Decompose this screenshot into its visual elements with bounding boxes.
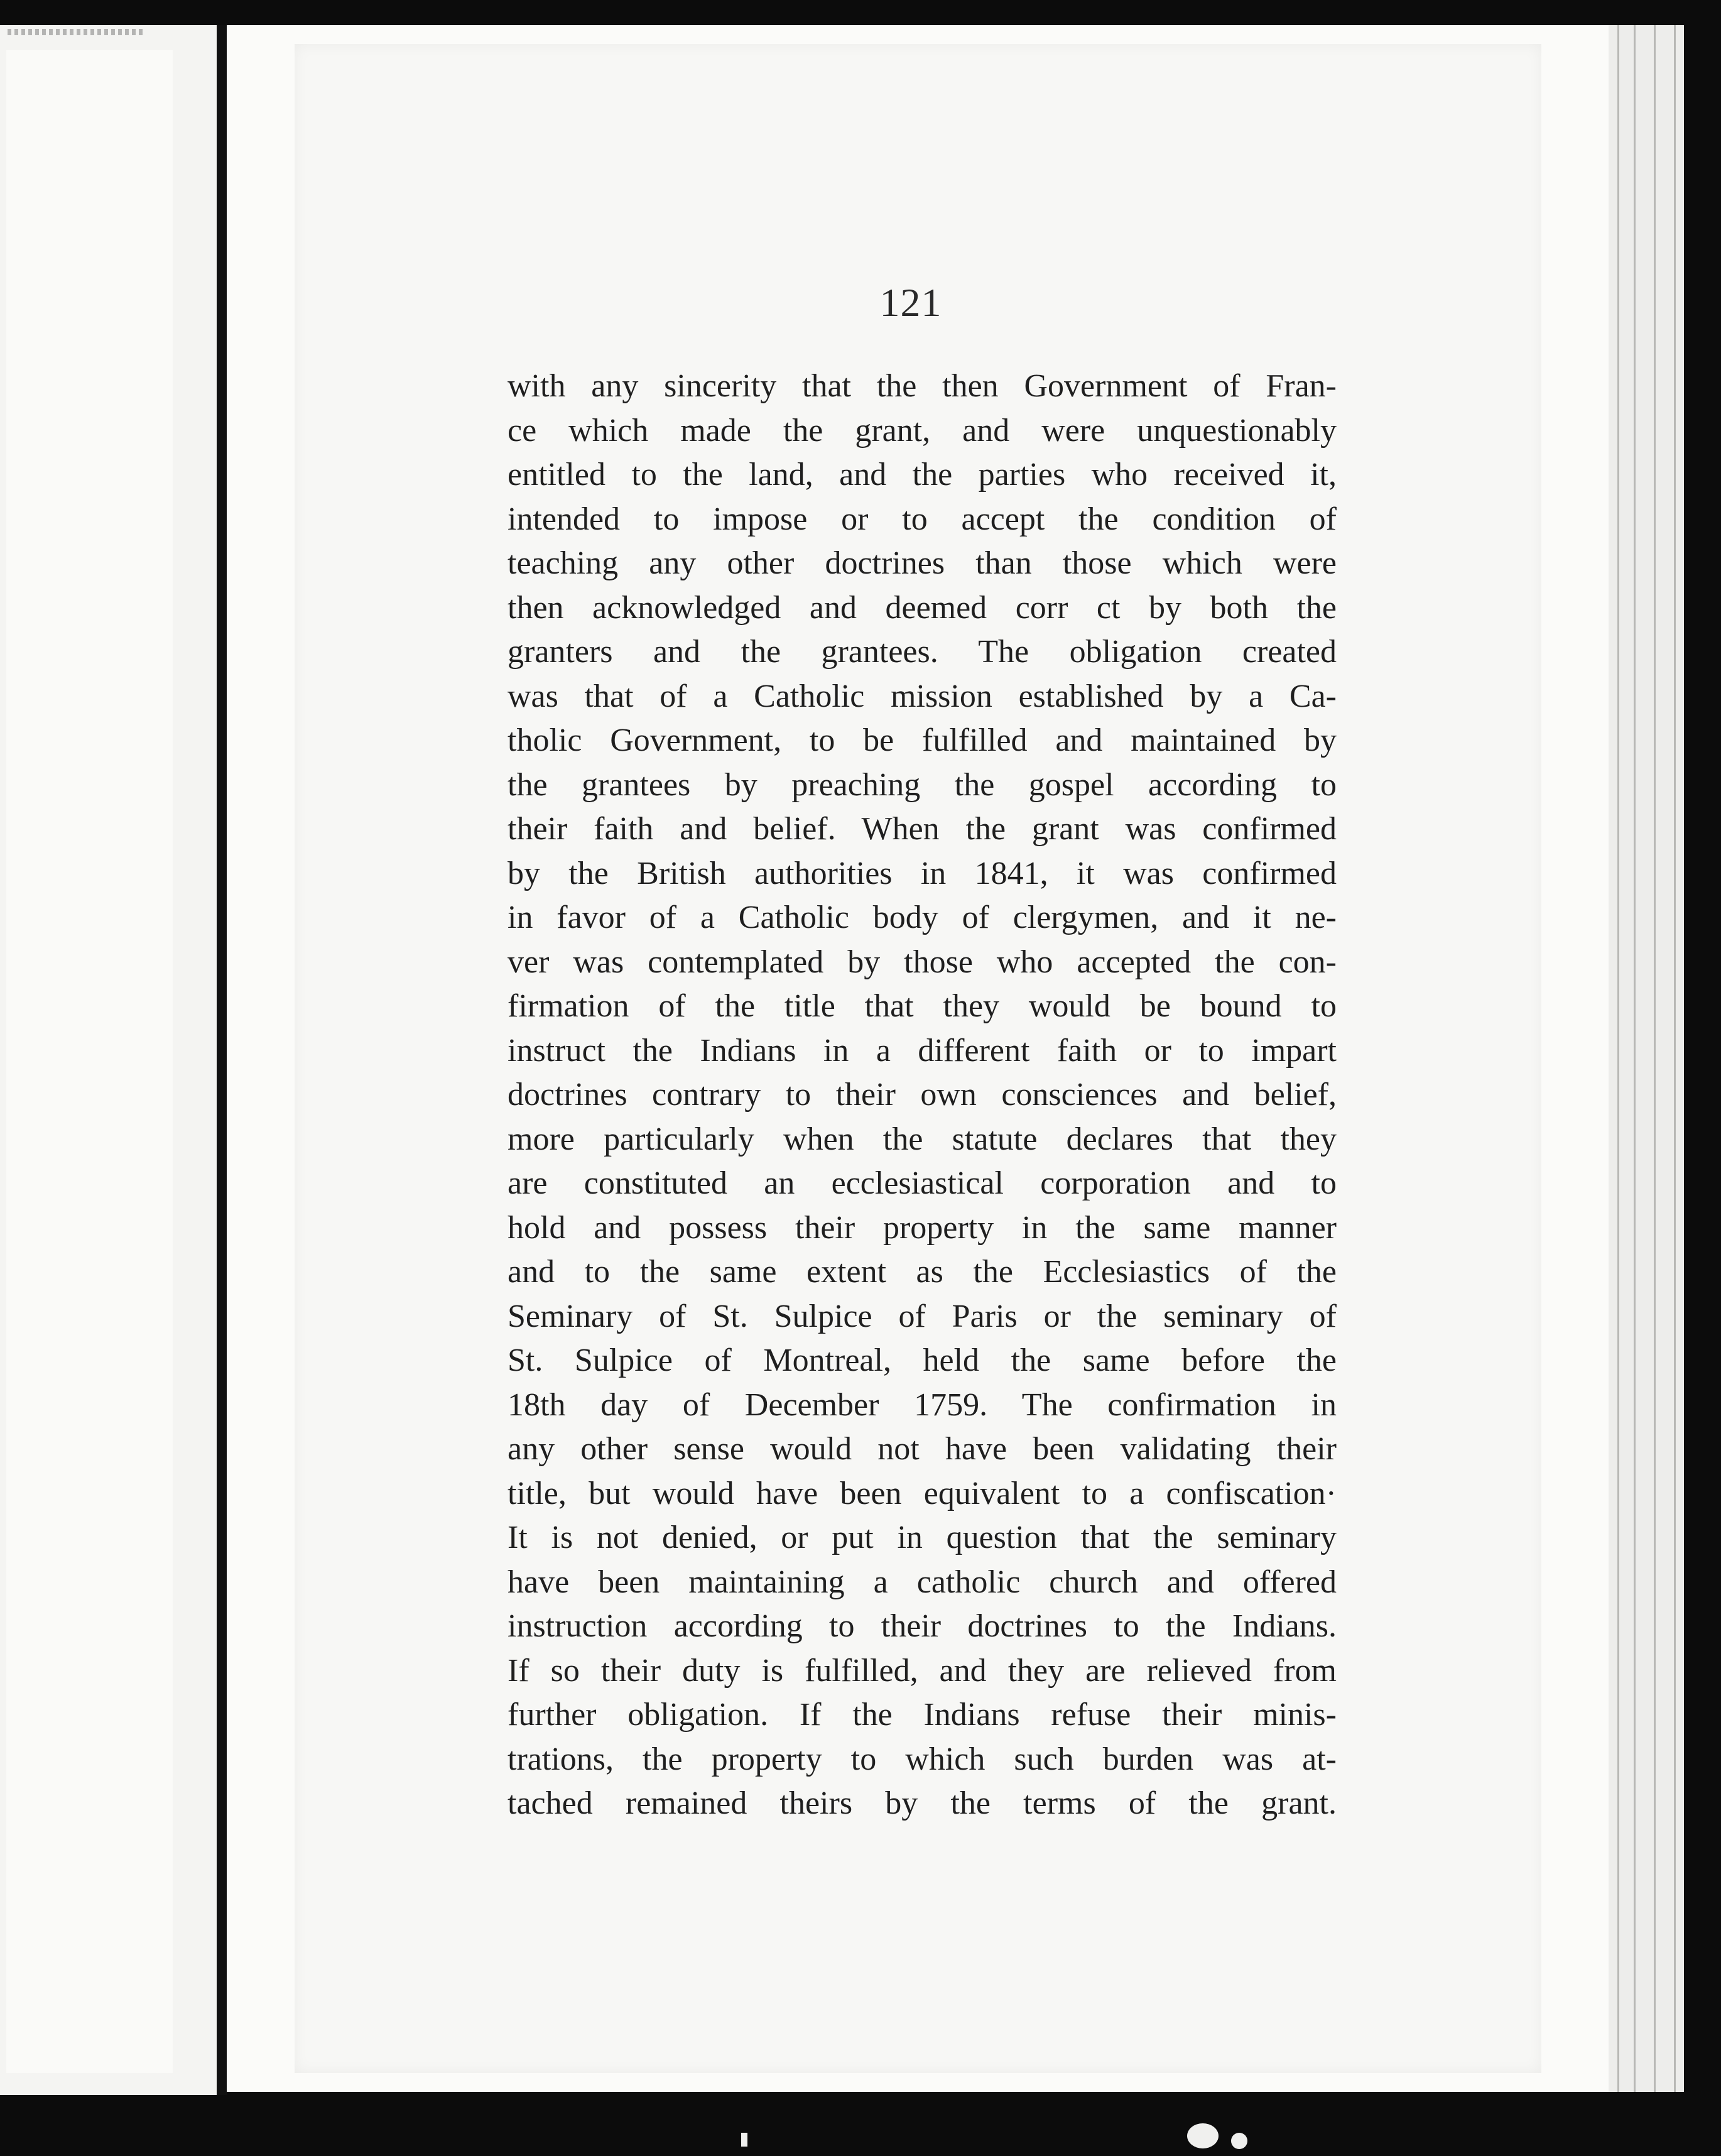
body-text (508, 364, 1337, 1826)
text-line: teaching any other doctrines than those which were (508, 545, 1337, 581)
text-line: have been maintaining a catholic church and offered (508, 1564, 1337, 1600)
page-edge-line (1674, 25, 1676, 2092)
text-line: with any sincerity that the then Government of Fran- (508, 368, 1337, 404)
text-line: then acknowledged and deemed corr ct by both the (508, 589, 1337, 626)
text-line: tached remained theirs by the terms of the grant. (508, 1785, 1337, 1821)
stray-mark (741, 2133, 747, 2147)
text-line: more particularly when the statute declares that they (508, 1121, 1337, 1157)
page-edge-line (1634, 25, 1636, 2092)
text-line: the grantees by preaching the gospel according to (508, 766, 1337, 803)
left-facing-page (0, 25, 217, 2095)
book-gutter (217, 25, 227, 2095)
text-line: hold and possess their property in the same manner (508, 1209, 1337, 1246)
text-line: tholic Government, to be fulfilled and maintained by (508, 722, 1337, 758)
text-line: instruct the Indians in a different faith or to impart (508, 1032, 1337, 1069)
text-line: and to the same extent as the Ecclesiastics of the (508, 1254, 1337, 1290)
page-edge-line (1654, 25, 1656, 2092)
text-line: If so their duty is fulfilled, and they are relieved from (508, 1652, 1337, 1689)
text-line: entitled to the land, and the parties who received it, (508, 457, 1337, 493)
page-edge-line (1617, 25, 1619, 2092)
text-line: intended to impose or to accept the condition of (508, 501, 1337, 537)
page-number: 121 (879, 280, 942, 325)
stray-mark (1231, 2133, 1247, 2149)
text-line: by the British authorities in 1841, it was confirmed (508, 855, 1337, 891)
text-line: instruction according to their doctrines to the Indians. (508, 1608, 1337, 1644)
stray-mark (1187, 2123, 1219, 2148)
text-line: their faith and belief. When the grant was confirmed (508, 811, 1337, 847)
text-line: doctrines contrary to their own consciences and belief, (508, 1077, 1337, 1113)
text-line: firmation of the title that they would be bound to (508, 988, 1337, 1024)
text-line: title, but would have been equivalent to a confiscation· (508, 1475, 1337, 1511)
text-line: Seminary of St. Sulpice of Paris or the seminary of (508, 1298, 1337, 1334)
text-line: ver was contemplated by those who accepted the con- (508, 944, 1337, 980)
text-line: St. Sulpice of Montreal, held the same before the (508, 1342, 1337, 1378)
text-line: are constituted an ecclesiastical corporation and to (508, 1165, 1337, 1201)
left-page-surface (6, 50, 173, 2073)
page-edges (1609, 25, 1684, 2092)
text-line: further obligation. If the Indians refuse their minis- (508, 1697, 1337, 1733)
text-line: It is not denied, or put in question that the seminary (508, 1520, 1337, 1555)
text-line: was that of a Catholic mission established by a Ca- (508, 678, 1337, 714)
text-line: granters and the grantees. The obligation created (508, 634, 1337, 670)
page-specks (8, 29, 146, 35)
text-line: 18th day of December 1759. The confirmation in (508, 1386, 1337, 1423)
text-line: any other sense would not have been validating their (508, 1431, 1337, 1467)
text-line: in favor of a Catholic body of clergymen, and it ne- (508, 900, 1337, 935)
text-line: ce which made the grant, and were unquestionably (508, 412, 1337, 449)
text-line: trations, the property to which such burden was at- (508, 1741, 1337, 1777)
